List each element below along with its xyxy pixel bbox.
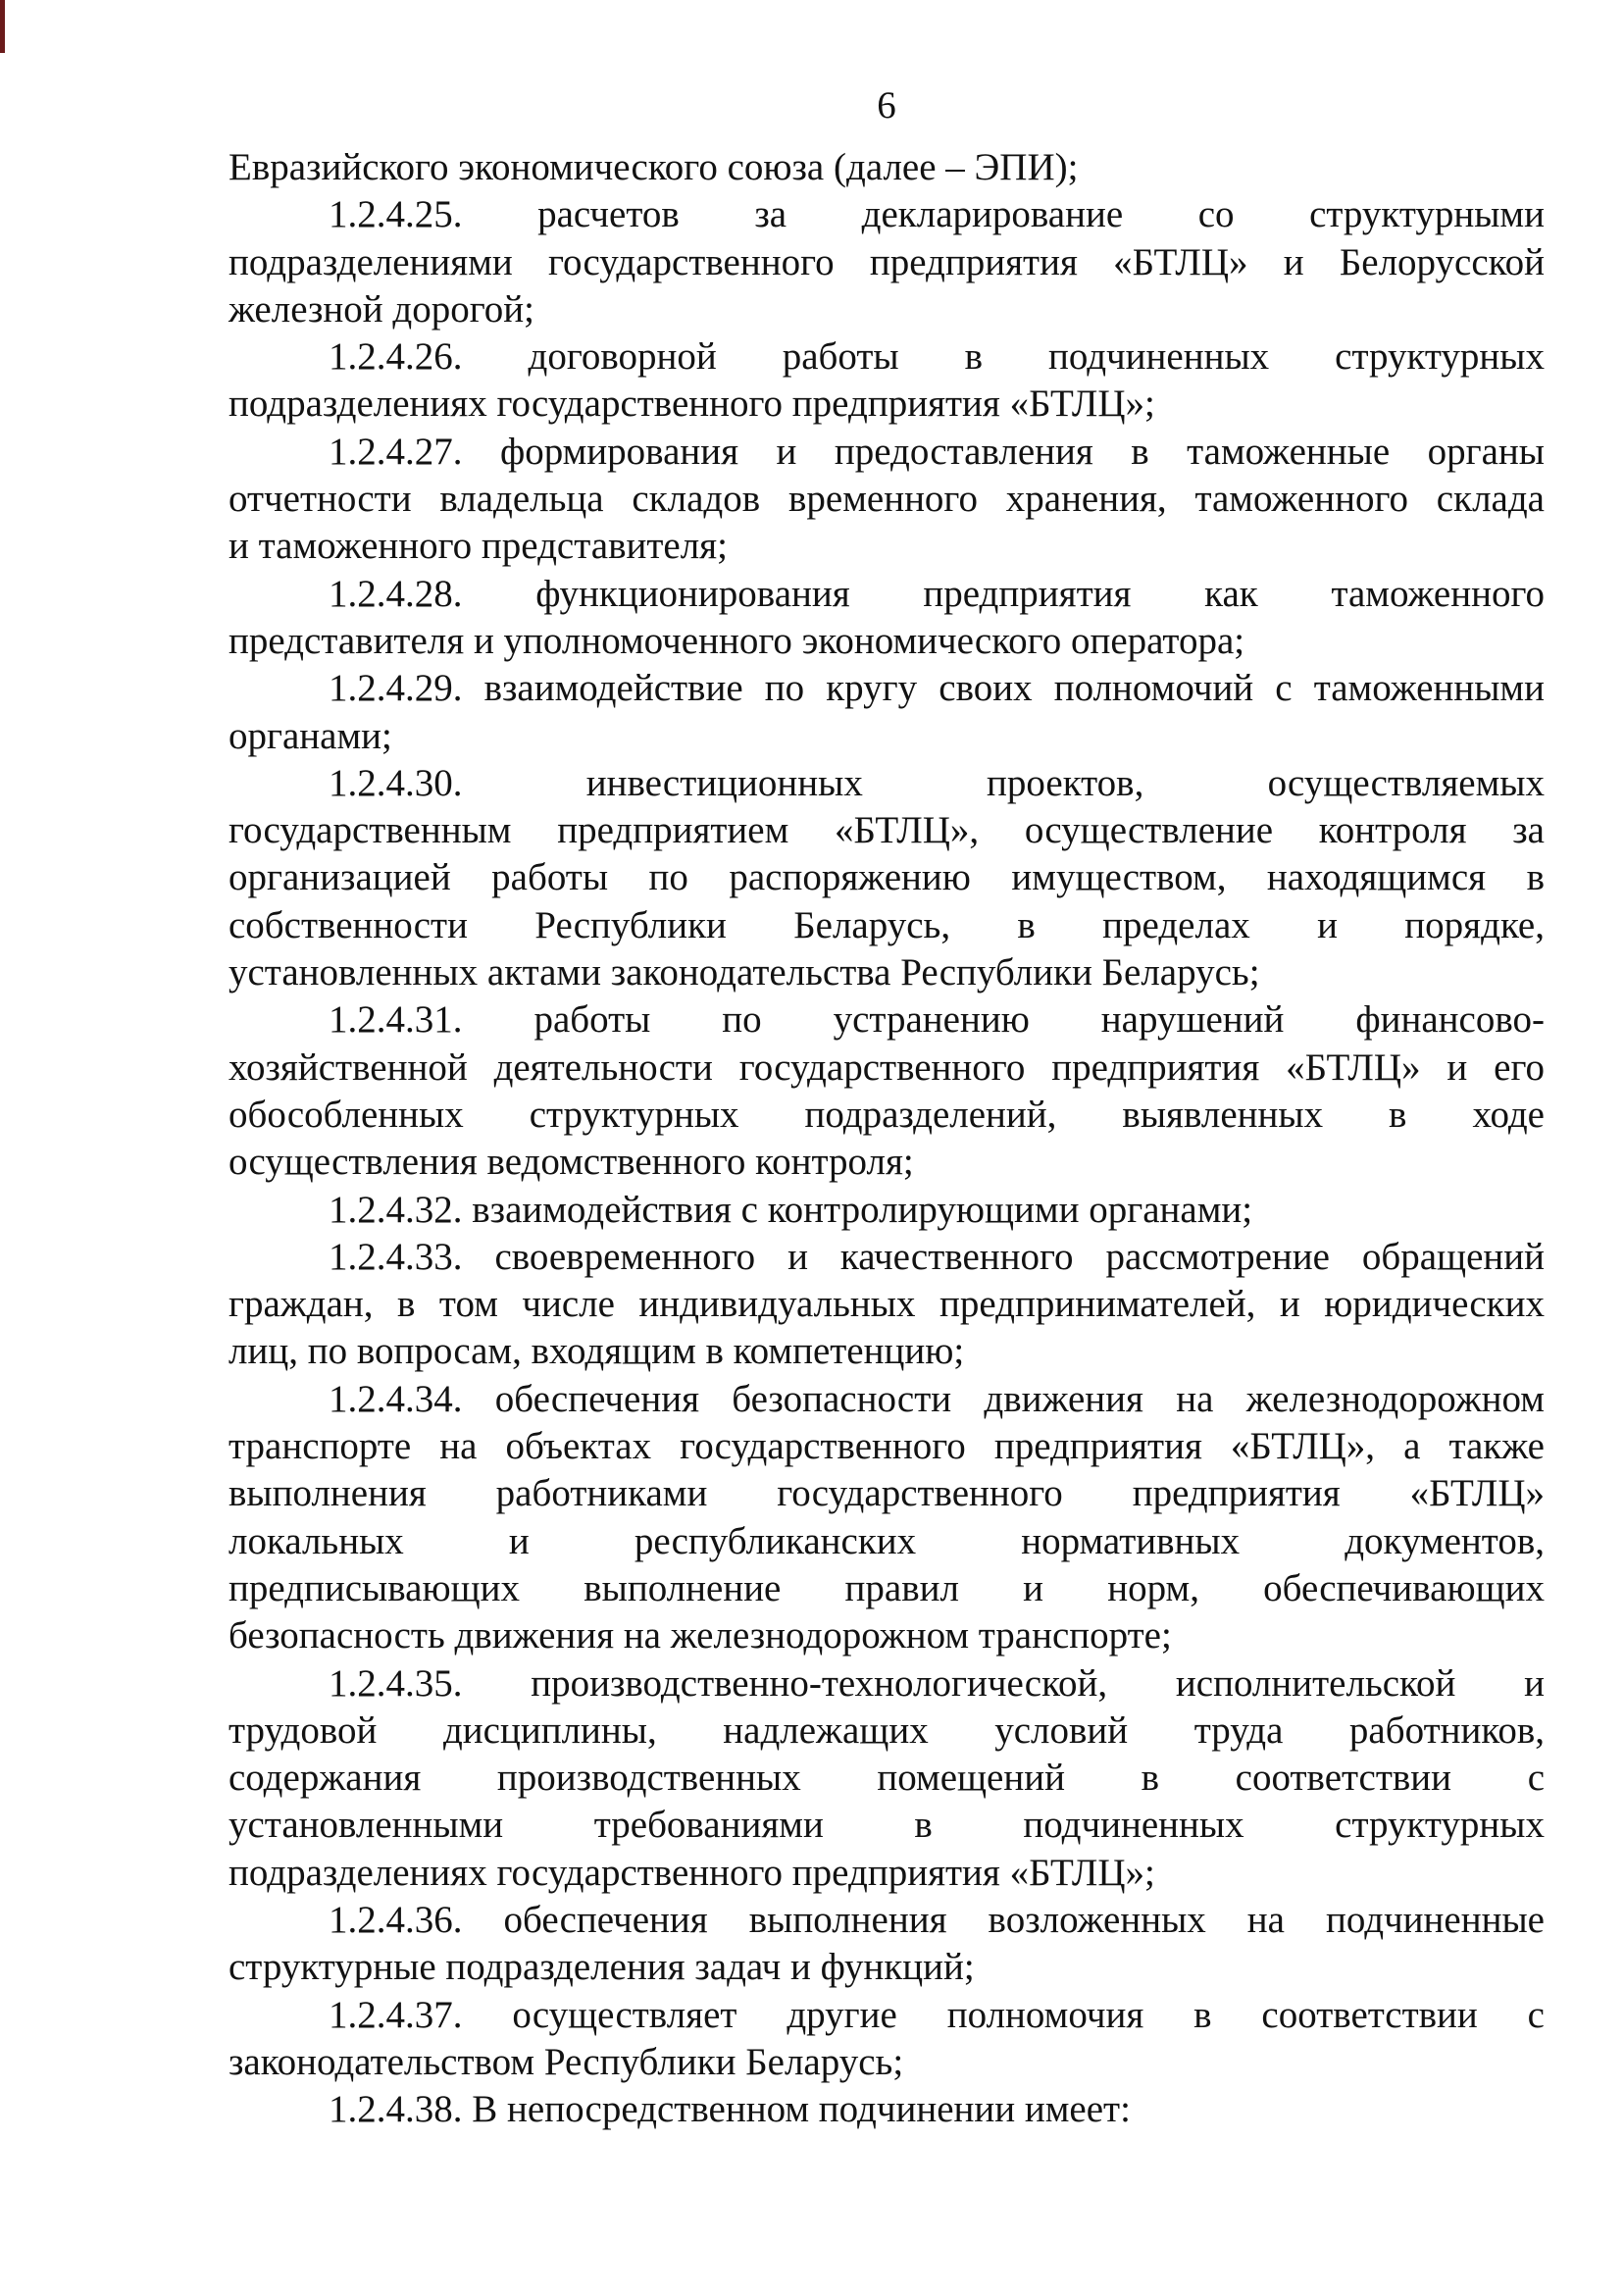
- text-line: подразделениями государственного предприятия «БТЛЦ» и Белорусской: [228, 240, 1545, 283]
- text-line: органами;: [228, 714, 392, 757]
- text-line: 1.2.4.38. В непосредственном подчинении имеет:: [329, 2088, 1131, 2131]
- text-line: локальных и республиканских нормативных документов,: [228, 1519, 1545, 1562]
- text-line: 1.2.4.33. своевременного и качественного рассмотрение обращений: [329, 1235, 1545, 1278]
- text-line: безопасность движения на железнодорожном транспорте;: [228, 1614, 1172, 1657]
- text-line: государственным предприятием «БТЛЦ», осуществление контроля за: [228, 809, 1545, 852]
- text-line: 1.2.4.25. расчетов за декларирование со структурными: [329, 193, 1545, 236]
- text-line: выполнения работниками государственного предприятия «БТЛЦ»: [228, 1472, 1545, 1515]
- text-line: структурные подразделения задач и функций;: [228, 1946, 975, 1989]
- text-line: осуществления ведомственного контроля;: [228, 1141, 914, 1184]
- text-line: и таможенного представителя;: [228, 525, 728, 568]
- text-line: представителя и уполномоченного экономического оператора;: [228, 619, 1245, 662]
- text-line: 1.2.4.36. обеспечения выполнения возложенных на подчиненные: [329, 1898, 1545, 1941]
- text-line: законодательством Республики Беларусь;: [228, 2040, 904, 2083]
- text-line: 1.2.4.28. функционирования предприятия как таможенного: [329, 572, 1545, 615]
- text-line: собственности Республики Беларусь, в пределах и порядке,: [228, 903, 1545, 946]
- text-line: 1.2.4.31. работы по устранению нарушений финансово-: [329, 998, 1545, 1042]
- text-line: обособленных структурных подразделений, выявленных в ходе: [228, 1093, 1545, 1136]
- text-line: трудовой дисциплины, надлежащих условий труда работников,: [228, 1708, 1545, 1752]
- text-line: подразделениях государственного предприятия «БТЛЦ»;: [228, 1851, 1155, 1894]
- text-line: лиц, по вопросам, входящим в компетенцию;: [228, 1330, 965, 1373]
- text-line: подразделениях государственного предприятия «БТЛЦ»;: [228, 382, 1155, 426]
- text-line: хозяйственной деятельности государственного предприятия «БТЛЦ» и его: [228, 1045, 1545, 1089]
- text-line: 1.2.4.37. осуществляет другие полномочия в соответствии с: [329, 1993, 1545, 2036]
- text-line: отчетности владельца складов временного хранения, таможенного склада: [228, 478, 1545, 521]
- text-line: граждан, в том числе индивидуальных предпринимателей, и юридических: [228, 1283, 1545, 1326]
- text-line: 1.2.4.26. договорной работы в подчиненных структурных: [329, 335, 1545, 379]
- text-line: железной дорогой;: [228, 287, 534, 331]
- document-body: [228, 144, 1545, 2133]
- text-line: 1.2.4.32. взаимодействия с контролирующими органами;: [329, 1188, 1253, 1231]
- text-line: 1.2.4.29. взаимодействие по кругу своих полномочий с таможенными: [329, 667, 1545, 710]
- text-line: 1.2.4.30. инвестиционных проектов, осуществляемых: [329, 761, 1545, 804]
- text-line: предписывающих выполнение правил и норм, обеспечивающих: [228, 1566, 1545, 1609]
- text-line: организацией работы по распоряжению имуществом, находящимся в: [228, 856, 1545, 899]
- page-number: 6: [877, 84, 896, 127]
- text-line: 1.2.4.35. производственно-технологической, исполнительской и: [329, 1661, 1545, 1705]
- text-line: содержания производственных помещений в соответствии с: [228, 1757, 1545, 1800]
- text-line: установленных актами законодательства Республики Беларусь;: [228, 951, 1260, 994]
- text-line: 1.2.4.27. формирования и предоставления в таможенные органы: [329, 430, 1545, 473]
- text-line: 1.2.4.34. обеспечения безопасности движения на железнодорожном: [329, 1377, 1545, 1420]
- text-line: установленными требованиями в подчиненных структурных: [228, 1804, 1545, 1847]
- text-line: транспорте на объектах государственного предприятия «БТЛЦ», а также: [228, 1425, 1545, 1468]
- text-line: Евразийского экономического союза (далее – ЭПИ);: [228, 146, 1079, 188]
- scan-artifact-mark: [0, 0, 5, 53]
